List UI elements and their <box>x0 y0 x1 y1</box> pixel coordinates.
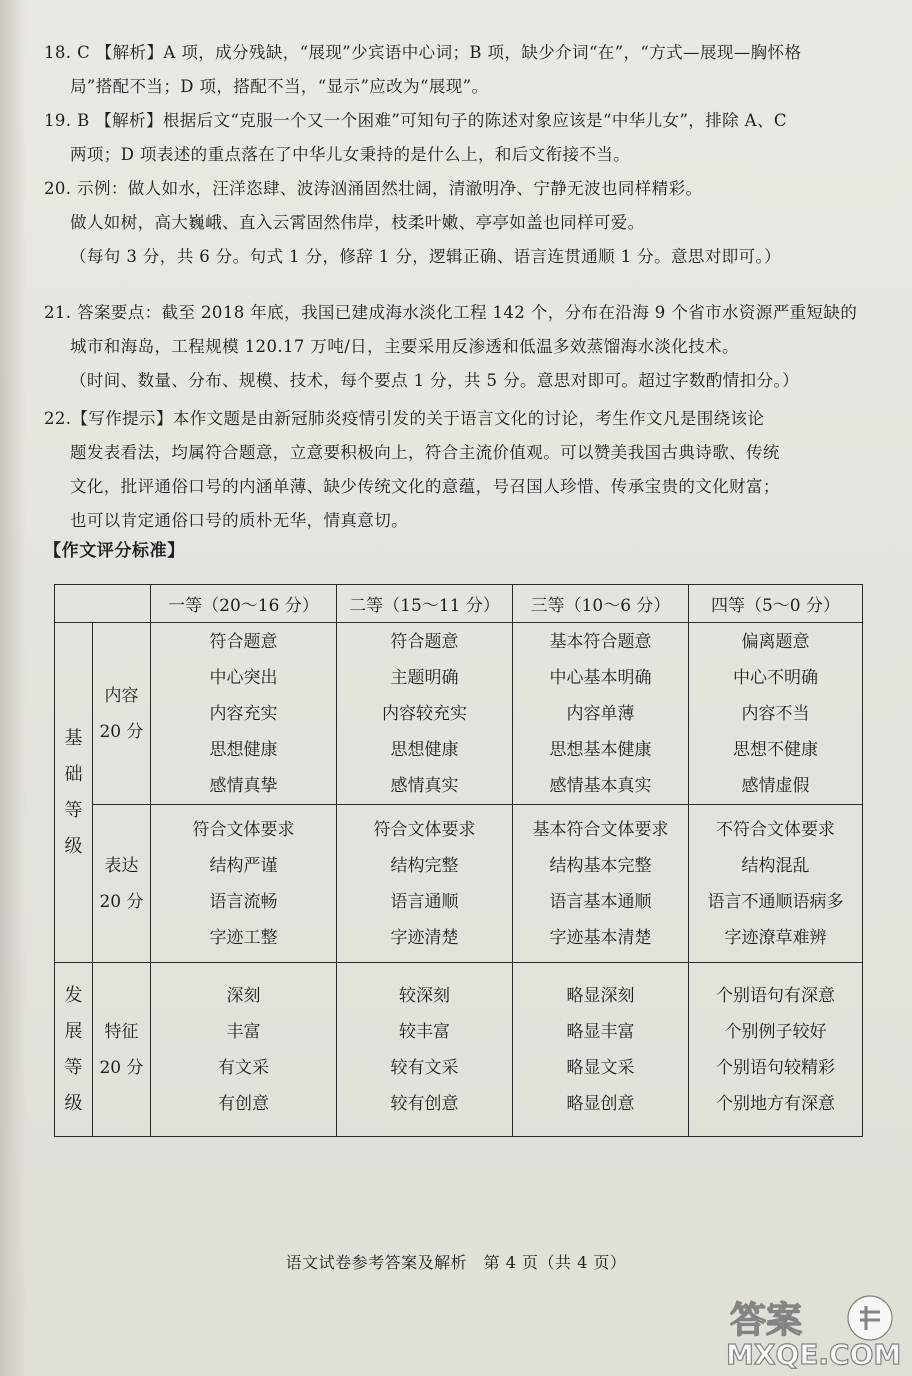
rubric-criterion: 略显文采 <box>566 1057 635 1078</box>
rubric-criterion: 感情虚假 <box>741 775 810 796</box>
row-label-line: 内容 <box>104 685 139 706</box>
grade-1-header: 一等（20～16 分） <box>151 585 337 623</box>
rubric-criterion: 个别语句较精彩 <box>716 1057 835 1078</box>
corner-cell <box>55 585 151 623</box>
content-grade-3 <box>513 623 689 805</box>
rubric-criterion: 较深刻 <box>399 985 450 1006</box>
group-char: 等 <box>64 1056 83 1078</box>
rubric-criterion: 有文采 <box>218 1057 269 1078</box>
rubric-criterion: 略显创意 <box>566 1093 635 1114</box>
feature-grade-1 <box>151 963 337 1137</box>
rubric-criterion: 中心不明确 <box>733 667 818 688</box>
rubric-criterion: 符合题意 <box>390 631 459 652</box>
answer-18 <box>44 36 874 104</box>
rubric-criterion: 个别例子较好 <box>724 1021 827 1042</box>
rubric-criterion: 思想健康 <box>209 739 278 760</box>
watermark-bottom-text: MXQE.COM <box>726 1338 902 1370</box>
rubric-criterion: 内容较充实 <box>382 703 467 724</box>
rubric-criterion: 感情真挚 <box>209 775 278 796</box>
rubric-header-row <box>55 585 863 623</box>
answer-line: （每句 3 分，共 6 分。句式 1 分，修辞 1 分，逻辑正确、语言连贯通顺 1 分。意思对即可。） <box>70 247 782 266</box>
answer-line: 21. 答案要点：截至 2018 年底，我国已建成海水淡化工程 142 个，分布在沿海 9 个省市水资源严重短缺的 <box>44 303 858 322</box>
row-label-line: 20 分 <box>99 1057 144 1078</box>
expression-grade-4 <box>689 805 863 963</box>
content-grade-1 <box>151 623 337 805</box>
rubric-criterion: 较有文采 <box>390 1057 459 1078</box>
answer-line: （时间、数量、分布、规模、技术，每个要点 1 分，共 5 分。意思对即可。超过字数酌情扣分。） <box>70 371 800 390</box>
answer-20 <box>44 172 874 274</box>
rubric-criterion: 感情真实 <box>390 775 459 796</box>
rubric-heading: 【作文评分标准】 <box>44 541 185 561</box>
rubric-criterion: 结构严谨 <box>209 855 278 876</box>
rubric-criterion: 较有创意 <box>390 1093 459 1114</box>
answer-line: 做人如树，高大巍峨、直入云霄固然伟岸，枝柔叶嫩、亭亭如盖也同样可爱。 <box>70 213 645 232</box>
row-label-line: 20 分 <box>99 721 144 742</box>
expression-row <box>55 805 863 963</box>
group-char: 基 <box>64 727 83 749</box>
answer-19 <box>44 104 874 172</box>
group-char: 础 <box>64 763 83 785</box>
feature-row <box>55 963 863 1137</box>
rubric-criterion: 结构基本完整 <box>549 855 652 876</box>
expression-grade-2 <box>337 805 513 963</box>
page-footer: 语文试卷参考答案及解析 第 4 页（共 4 页） <box>285 1253 627 1272</box>
answer-21 <box>44 296 874 398</box>
content-label <box>93 623 151 805</box>
watermark-top-text: 答案 <box>730 1300 803 1341</box>
rubric-criterion: 内容不当 <box>741 703 810 724</box>
rubric-criterion: 中心基本明确 <box>549 667 652 688</box>
rubric-criterion: 结构完整 <box>390 855 459 876</box>
answer-line: 19. B 【解析】根据后文“克服一个又一个困难”可知句子的陈述对象应该是“中华儿女”，排除 A、C <box>44 111 787 130</box>
rubric-criterion: 个别地方有深意 <box>716 1093 835 1114</box>
rubric-criterion: 不符合文体要求 <box>716 819 835 840</box>
rubric-criterion: 字迹清楚 <box>390 927 459 948</box>
expression-label <box>93 805 151 963</box>
rubric-criterion: 语言基本通顺 <box>549 891 652 912</box>
answer-line: 两项；D 项表述的重点落在了中华儿女秉持的是什么上，和后文衔接不当。 <box>70 145 631 164</box>
answer-line: 文化，批评通俗口号的内涵单薄、缺少传统文化的意蕴，号召国人珍惜、传承宝贵的文化财富； <box>70 477 780 496</box>
answer-line: 题发表看法，均属符合题意，立意要积极向上，符合主流价值观。可以赞美我国古典诗歌、传统 <box>70 443 780 462</box>
rubric-criterion: 符合文体要求 <box>192 819 295 840</box>
rubric-criterion: 结构混乱 <box>741 855 810 876</box>
grade-4-header: 四等（5～0 分） <box>689 585 863 623</box>
rubric-criterion: 语言通顺 <box>390 891 459 912</box>
answer-line: 局”搭配不当；D 项，搭配不当，“显示”应改为“展现”。 <box>70 77 489 96</box>
rubric-criterion: 基本符合题意 <box>549 631 652 652</box>
feature-grade-4 <box>689 963 863 1137</box>
expression-grade-3 <box>513 805 689 963</box>
rubric-criterion: 丰富 <box>226 1021 261 1042</box>
page-edge-shadow <box>0 0 26 1376</box>
rubric-criterion: 内容单薄 <box>566 703 635 724</box>
group-char: 级 <box>64 835 83 857</box>
rubric-criterion: 个别语句有深意 <box>716 985 835 1006</box>
answer-22 <box>44 402 874 538</box>
rubric-criterion: 字迹潦草难辨 <box>724 927 827 948</box>
answer-line: 22.【写作提示】本作文题是由新冠肺炎疫情引发的关于语言文化的讨论，考生作文凡是围绕该论 <box>44 409 765 428</box>
rubric-criterion: 内容充实 <box>209 703 278 724</box>
rubric-criterion: 主题明确 <box>390 667 459 688</box>
basic-level-group <box>55 623 93 963</box>
rubric-criterion: 思想健康 <box>390 739 459 760</box>
essay-rubric-table <box>54 584 863 1137</box>
expression-grade-1 <box>151 805 337 963</box>
row-label-line: 特征 <box>104 1021 139 1042</box>
rubric-criterion: 语言流畅 <box>209 891 278 912</box>
rubric-criterion: 中心突出 <box>209 667 278 688</box>
answer-line: 也可以肯定通俗口号的质朴无华，情真意切。 <box>70 511 408 530</box>
group-char: 级 <box>64 1092 83 1114</box>
group-char: 发 <box>64 984 83 1006</box>
feature-grade-3 <box>513 963 689 1137</box>
row-label-line: 表达 <box>104 855 139 876</box>
answer-line: 18. C 【解析】A 项，成分残缺，“展现”少宾语中心词；B 项，缺少介词“在”，“方式—展现—胸怀格 <box>44 43 802 62</box>
rubric-criterion: 较丰富 <box>399 1021 450 1042</box>
rubric-criterion: 语言不通顺语病多 <box>707 891 844 912</box>
rubric-criterion: 符合文体要求 <box>373 819 476 840</box>
grade-2-header: 二等（15～11 分） <box>337 585 513 623</box>
rubric-criterion: 基本符合文体要求 <box>532 819 669 840</box>
content-grade-2 <box>337 623 513 805</box>
rubric-criterion: 感情基本真实 <box>549 775 652 796</box>
rubric-criterion: 深刻 <box>226 985 261 1006</box>
row-label-line: 20 分 <box>99 891 144 912</box>
rubric-criterion: 字迹工整 <box>209 927 278 948</box>
watermark-logo <box>720 1290 905 1370</box>
rubric-criterion: 字迹基本清楚 <box>549 927 652 948</box>
content-row <box>55 623 863 805</box>
rubric-criterion: 思想基本健康 <box>549 739 652 760</box>
answer-line: 20. 示例：做人如水，汪洋恣肆、波涛汹涌固然壮阔，清澈明净、宁静无波也同样精彩。 <box>44 179 703 198</box>
feature-label <box>93 963 151 1137</box>
rubric-criterion: 略显丰富 <box>566 1021 635 1042</box>
group-char: 等 <box>64 799 83 821</box>
rubric-criterion: 思想不健康 <box>733 739 818 760</box>
content-grade-4 <box>689 623 863 805</box>
rubric-criterion: 略显深刻 <box>566 985 635 1006</box>
rubric-criterion: 偏离题意 <box>741 631 810 652</box>
rubric-criterion: 符合题意 <box>209 631 278 652</box>
grade-3-header: 三等（10～6 分） <box>513 585 689 623</box>
development-level-group <box>55 963 93 1137</box>
group-char: 展 <box>64 1020 83 1042</box>
feature-grade-2 <box>337 963 513 1137</box>
rubric-criterion: 有创意 <box>218 1093 269 1114</box>
answer-line: 城市和海岛，工程规模 120.17 万吨/日，主要采用反渗透和低温多效蒸馏海水淡化技术。 <box>70 337 739 356</box>
